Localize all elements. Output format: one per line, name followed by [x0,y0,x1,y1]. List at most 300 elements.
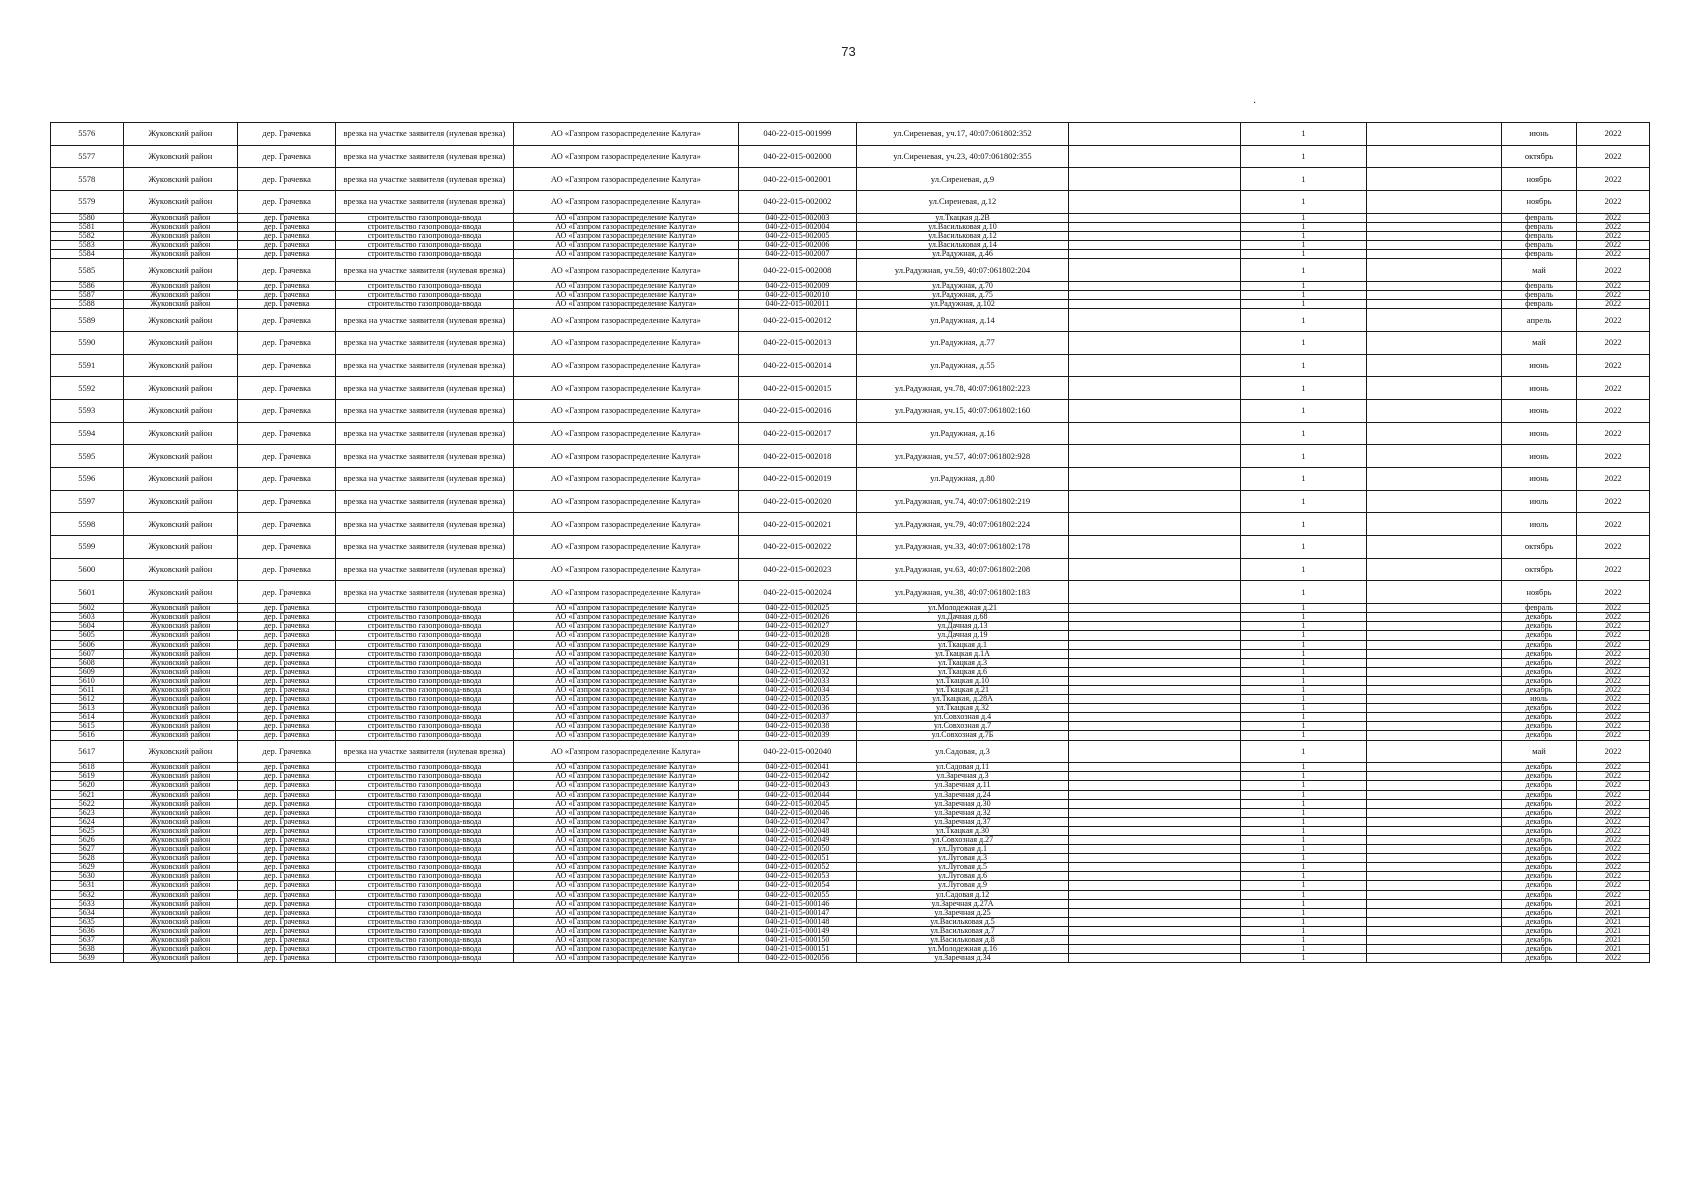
cell-year: 2022 [1577,740,1650,763]
cell-organization: АО «Газпром газораспределение Калуга» [513,250,738,259]
cell-quantity: 1 [1240,731,1366,740]
cell-row-number: 5578 [51,168,124,191]
cell-settlement: дер. Грачевка [238,649,336,658]
cell-organization: АО «Газпром газораспределение Калуга» [513,945,738,954]
cell-district: Жуковский район [123,817,238,826]
cell-work-type: строительство газопровода-ввода [336,300,514,309]
cell-row-number: 5588 [51,300,124,309]
cell-row-number: 5637 [51,936,124,945]
cell-month: декабрь [1501,926,1577,935]
cell-district: Жуковский район [123,926,238,935]
cell-organization: АО «Газпром газораспределение Калуга» [513,622,738,631]
table-row [51,631,1650,640]
cell-district: Жуковский район [123,168,238,191]
cell-address: ул.Луговая д.1 [856,845,1068,854]
cell-month: декабрь [1501,667,1577,676]
cell-district: Жуковский район [123,695,238,704]
cell-address: ул.Молодежная д.16 [856,945,1068,954]
cell-application-number: 040-22-015-002036 [738,704,856,713]
cell-row-number: 5622 [51,799,124,808]
cell-empty-col-8 [1069,300,1240,309]
table-row [51,222,1650,231]
table-row [51,422,1650,445]
cell-row-number: 5615 [51,722,124,731]
cell-settlement: дер. Грачевка [238,826,336,835]
cell-work-type: строительство газопровода-ввода [336,291,514,300]
cell-quantity: 1 [1240,881,1366,890]
cell-empty-col-10 [1366,422,1501,445]
cell-month: июнь [1501,354,1577,377]
table-row [51,513,1650,536]
table-row [51,863,1650,872]
cell-empty-col-10 [1366,731,1501,740]
table-row [51,899,1650,908]
cell-address: ул.Луговая д.9 [856,881,1068,890]
cell-address: ул.Заречная д.34 [856,954,1068,963]
cell-month: февраль [1501,291,1577,300]
cell-settlement: дер. Грачевка [238,631,336,640]
cell-application-number: 040-22-015-002021 [738,513,856,536]
cell-address: ул.Радужная, уч.74, 40:07:061802:219 [856,490,1068,513]
cell-quantity: 1 [1240,354,1366,377]
cell-month: декабрь [1501,872,1577,881]
cell-row-number: 5635 [51,917,124,926]
cell-empty-col-10 [1366,763,1501,772]
cell-empty-col-10 [1366,917,1501,926]
cell-year: 2022 [1577,890,1650,899]
cell-empty-col-8 [1069,513,1240,536]
cell-settlement: дер. Грачевка [238,936,336,945]
cell-month: июнь [1501,422,1577,445]
cell-empty-col-10 [1366,685,1501,694]
cell-settlement: дер. Грачевка [238,695,336,704]
cell-application-number: 040-22-015-002024 [738,581,856,604]
cell-month: ноябрь [1501,168,1577,191]
cell-year: 2022 [1577,581,1650,604]
cell-quantity: 1 [1240,468,1366,491]
cell-work-type: врезка на участке заявителя (нулевая врезка) [336,581,514,604]
cell-address: ул.Заречная д.37 [856,817,1068,826]
cell-empty-col-10 [1366,123,1501,146]
cell-month: декабрь [1501,799,1577,808]
cell-row-number: 5605 [51,631,124,640]
cell-settlement: дер. Грачевка [238,763,336,772]
cell-application-number: 040-22-015-002005 [738,231,856,240]
table-row [51,658,1650,667]
cell-work-type: строительство газопровода-ввода [336,713,514,722]
cell-year: 2022 [1577,763,1650,772]
cell-address: ул.Радужная, д.14 [856,309,1068,332]
cell-empty-col-8 [1069,676,1240,685]
cell-empty-col-10 [1366,513,1501,536]
cell-month: декабрь [1501,631,1577,640]
cell-organization: АО «Газпром газораспределение Калуга» [513,890,738,899]
cell-address: ул.Радужная, уч.15, 40:07:061802:160 [856,399,1068,422]
cell-row-number: 5604 [51,622,124,631]
cell-work-type: врезка на участке заявителя (нулевая врезка) [336,354,514,377]
cell-empty-col-10 [1366,468,1501,491]
cell-settlement: дер. Грачевка [238,291,336,300]
cell-address: ул.Васильковая д.14 [856,241,1068,250]
table-row [51,300,1650,309]
cell-settlement: дер. Грачевка [238,331,336,354]
table-row [51,845,1650,854]
cell-month: декабрь [1501,854,1577,863]
cell-organization: АО «Газпром газораспределение Калуга» [513,281,738,290]
cell-work-type: строительство газопровода-ввода [336,835,514,844]
cell-quantity: 1 [1240,581,1366,604]
cell-application-number: 040-22-015-002012 [738,309,856,332]
cell-application-number: 040-22-015-002053 [738,872,856,881]
cell-empty-col-10 [1366,845,1501,854]
cell-application-number: 040-22-015-002011 [738,300,856,309]
cell-settlement: дер. Грачевка [238,954,336,963]
cell-address: ул.Ткацкая д.30 [856,826,1068,835]
cell-organization: АО «Газпром газораспределение Калуга» [513,917,738,926]
cell-row-number: 5579 [51,191,124,214]
cell-settlement: дер. Грачевка [238,123,336,146]
cell-address: ул.Радужная, уч.79, 40:07:061802:224 [856,513,1068,536]
cell-year: 2022 [1577,817,1650,826]
cell-application-number: 040-22-015-002008 [738,259,856,282]
cell-row-number: 5586 [51,281,124,290]
cell-settlement: дер. Грачевка [238,899,336,908]
cell-address: ул.Радужная, д.16 [856,422,1068,445]
cell-empty-col-8 [1069,817,1240,826]
cell-work-type: строительство газопровода-ввода [336,631,514,640]
cell-month: декабрь [1501,908,1577,917]
cell-settlement: дер. Грачевка [238,536,336,559]
cell-address: ул.Сиреневая, уч.23, 40:07:061802:355 [856,145,1068,168]
cell-address: ул.Ткацкая д.10 [856,676,1068,685]
cell-empty-col-8 [1069,490,1240,513]
cell-empty-col-8 [1069,581,1240,604]
cell-application-number: 040-22-015-002031 [738,658,856,667]
cell-year: 2021 [1577,917,1650,926]
cell-work-type: строительство газопровода-ввода [336,926,514,935]
cell-application-number: 040-22-015-002044 [738,790,856,799]
cell-year: 2022 [1577,713,1650,722]
cell-address: ул.Луговая д.5 [856,863,1068,872]
cell-settlement: дер. Грачевка [238,558,336,581]
cell-organization: АО «Газпром газораспределение Калуга» [513,899,738,908]
cell-district: Жуковский район [123,622,238,631]
cell-work-type: врезка на участке заявителя (нулевая врезка) [336,422,514,445]
cell-district: Жуковский район [123,731,238,740]
cell-settlement: дер. Грачевка [238,781,336,790]
cell-address: ул.Ткацкая д.1 [856,640,1068,649]
cell-work-type: врезка на участке заявителя (нулевая врезка) [336,259,514,282]
cell-row-number: 5638 [51,945,124,954]
cell-year: 2022 [1577,377,1650,400]
cell-year: 2022 [1577,231,1650,240]
cell-month: декабрь [1501,613,1577,622]
cell-year: 2021 [1577,936,1650,945]
cell-year: 2022 [1577,291,1650,300]
cell-row-number: 5590 [51,331,124,354]
cell-application-number: 040-22-015-002003 [738,213,856,222]
cell-empty-col-10 [1366,291,1501,300]
cell-work-type: строительство газопровода-ввода [336,808,514,817]
cell-application-number: 040-22-015-002045 [738,799,856,808]
cell-empty-col-8 [1069,558,1240,581]
table-row [51,926,1650,935]
cell-row-number: 5595 [51,445,124,468]
cell-work-type: строительство газопровода-ввода [336,826,514,835]
cell-empty-col-8 [1069,649,1240,658]
cell-address: ул.Ткацкая д.1А [856,649,1068,658]
cell-organization: АО «Газпром газораспределение Калуга» [513,713,738,722]
cell-year: 2022 [1577,604,1650,613]
cell-row-number: 5598 [51,513,124,536]
cell-quantity: 1 [1240,740,1366,763]
cell-organization: АО «Газпром газораспределение Калуга» [513,936,738,945]
cell-row-number: 5611 [51,685,124,694]
cell-district: Жуковский район [123,936,238,945]
cell-empty-col-10 [1366,191,1501,214]
cell-empty-col-8 [1069,772,1240,781]
cell-month: июнь [1501,123,1577,146]
table-row [51,854,1650,863]
cell-row-number: 5592 [51,377,124,400]
cell-quantity: 1 [1240,908,1366,917]
cell-month: декабрь [1501,763,1577,772]
cell-year: 2022 [1577,881,1650,890]
table-row [51,817,1650,826]
cell-address: ул.Ткацкая, д.28А [856,695,1068,704]
cell-month: февраль [1501,250,1577,259]
cell-district: Жуковский район [123,685,238,694]
cell-application-number: 040-22-015-002019 [738,468,856,491]
cell-district: Жуковский район [123,658,238,667]
cell-empty-col-8 [1069,936,1240,945]
cell-month: февраль [1501,604,1577,613]
cell-application-number: 040-22-015-002040 [738,740,856,763]
cell-month: ноябрь [1501,581,1577,604]
cell-empty-col-10 [1366,781,1501,790]
cell-district: Жуковский район [123,558,238,581]
cell-quantity: 1 [1240,695,1366,704]
cell-settlement: дер. Грачевка [238,445,336,468]
cell-empty-col-8 [1069,731,1240,740]
cell-organization: АО «Газпром газораспределение Калуга» [513,781,738,790]
cell-year: 2022 [1577,826,1650,835]
cell-address: ул.Молодежная д.21 [856,604,1068,613]
cell-settlement: дер. Грачевка [238,872,336,881]
cell-empty-col-10 [1366,817,1501,826]
cell-empty-col-8 [1069,713,1240,722]
cell-quantity: 1 [1240,917,1366,926]
table-row [51,676,1650,685]
table-row [51,872,1650,881]
cell-address: ул.Заречная д.11 [856,781,1068,790]
cell-work-type: строительство газопровода-ввода [336,899,514,908]
cell-application-number: 040-22-015-002006 [738,241,856,250]
cell-address: ул.Радужная, д.55 [856,354,1068,377]
table-row [51,908,1650,917]
cell-quantity: 1 [1240,309,1366,332]
cell-empty-col-8 [1069,890,1240,899]
cell-work-type: врезка на участке заявителя (нулевая врезка) [336,740,514,763]
cell-empty-col-10 [1366,604,1501,613]
cell-district: Жуковский район [123,908,238,917]
cell-empty-col-10 [1366,713,1501,722]
cell-month: май [1501,740,1577,763]
cell-row-number: 5609 [51,667,124,676]
cell-address: ул.Васильковая д.5 [856,917,1068,926]
cell-district: Жуковский район [123,945,238,954]
cell-empty-col-10 [1366,704,1501,713]
cell-address: ул.Сиреневая, уч.17, 40:07:061802:352 [856,123,1068,146]
cell-organization: АО «Газпром газораспределение Калуга» [513,763,738,772]
cell-empty-col-10 [1366,213,1501,222]
cell-month: апрель [1501,309,1577,332]
cell-settlement: дер. Грачевка [238,926,336,935]
cell-application-number: 040-22-015-002041 [738,763,856,772]
cell-month: декабрь [1501,649,1577,658]
cell-row-number: 5576 [51,123,124,146]
cell-settlement: дер. Грачевка [238,740,336,763]
cell-settlement: дер. Грачевка [238,917,336,926]
cell-settlement: дер. Грачевка [238,468,336,491]
cell-application-number: 040-21-015-000146 [738,899,856,908]
cell-year: 2022 [1577,704,1650,713]
cell-empty-col-8 [1069,799,1240,808]
table-row [51,835,1650,844]
cell-quantity: 1 [1240,250,1366,259]
cell-application-number: 040-22-015-002038 [738,722,856,731]
cell-row-number: 5593 [51,399,124,422]
cell-work-type: врезка на участке заявителя (нулевая врезка) [336,558,514,581]
cell-empty-col-10 [1366,881,1501,890]
cell-district: Жуковский район [123,863,238,872]
cell-empty-col-10 [1366,667,1501,676]
cell-address: ул.Радужная, д.46 [856,250,1068,259]
cell-year: 2022 [1577,168,1650,191]
cell-empty-col-8 [1069,259,1240,282]
cell-month: октябрь [1501,558,1577,581]
table-body [51,123,1650,963]
cell-year: 2022 [1577,241,1650,250]
cell-work-type: строительство газопровода-ввода [336,231,514,240]
cell-empty-col-8 [1069,168,1240,191]
cell-quantity: 1 [1240,722,1366,731]
cell-district: Жуковский район [123,713,238,722]
cell-row-number: 5631 [51,881,124,890]
cell-month: декабрь [1501,954,1577,963]
cell-row-number: 5626 [51,835,124,844]
cell-month: февраль [1501,231,1577,240]
cell-quantity: 1 [1240,704,1366,713]
cell-address: ул.Радужная, д.75 [856,291,1068,300]
table-row [51,826,1650,835]
cell-application-number: 040-22-015-002039 [738,731,856,740]
cell-work-type: врезка на участке заявителя (нулевая врезка) [336,445,514,468]
cell-empty-col-10 [1366,649,1501,658]
cell-row-number: 5602 [51,604,124,613]
cell-organization: АО «Газпром газораспределение Калуга» [513,854,738,863]
cell-settlement: дер. Грачевка [238,213,336,222]
cell-application-number: 040-22-015-002028 [738,631,856,640]
cell-row-number: 5610 [51,676,124,685]
cell-work-type: строительство газопровода-ввода [336,817,514,826]
table-row [51,213,1650,222]
table-row [51,490,1650,513]
cell-work-type: врезка на участке заявителя (нулевая врезка) [336,468,514,491]
cell-year: 2022 [1577,145,1650,168]
cell-address: ул.Садовая д.11 [856,763,1068,772]
cell-work-type: врезка на участке заявителя (нулевая врезка) [336,331,514,354]
cell-empty-col-10 [1366,300,1501,309]
table-row [51,695,1650,704]
cell-settlement: дер. Грачевка [238,640,336,649]
cell-application-number: 040-22-015-002055 [738,890,856,899]
cell-year: 2021 [1577,945,1650,954]
cell-work-type: строительство газопровода-ввода [336,604,514,613]
cell-address: ул.Садовая, д.3 [856,740,1068,763]
table-row [51,250,1650,259]
cell-month: декабрь [1501,826,1577,835]
cell-row-number: 5628 [51,854,124,863]
cell-empty-col-10 [1366,250,1501,259]
cell-row-number: 5634 [51,908,124,917]
cell-settlement: дер. Грачевка [238,222,336,231]
cell-settlement: дер. Грачевка [238,667,336,676]
cell-work-type: строительство газопровода-ввода [336,763,514,772]
cell-row-number: 5627 [51,845,124,854]
cell-work-type: строительство газопровода-ввода [336,917,514,926]
cell-quantity: 1 [1240,685,1366,694]
cell-quantity: 1 [1240,231,1366,240]
cell-settlement: дер. Грачевка [238,881,336,890]
cell-quantity: 1 [1240,772,1366,781]
cell-settlement: дер. Грачевка [238,300,336,309]
cell-district: Жуковский район [123,854,238,863]
cell-application-number: 040-22-015-002007 [738,250,856,259]
cell-organization: АО «Газпром газораспределение Калуга» [513,241,738,250]
cell-month: июль [1501,513,1577,536]
cell-settlement: дер. Грачевка [238,731,336,740]
cell-month: декабрь [1501,881,1577,890]
cell-month: июнь [1501,445,1577,468]
cell-year: 2022 [1577,613,1650,622]
cell-work-type: строительство газопровода-ввода [336,854,514,863]
cell-district: Жуковский район [123,604,238,613]
cell-year: 2022 [1577,854,1650,863]
cell-organization: АО «Газпром газораспределение Калуга» [513,513,738,536]
table-row [51,731,1650,740]
cell-settlement: дер. Грачевка [238,808,336,817]
cell-row-number: 5596 [51,468,124,491]
cell-organization: АО «Газпром газораспределение Калуга» [513,145,738,168]
cell-district: Жуковский район [123,213,238,222]
cell-empty-col-8 [1069,763,1240,772]
cell-year: 2022 [1577,631,1650,640]
cell-empty-col-10 [1366,445,1501,468]
cell-work-type: врезка на участке заявителя (нулевая врезка) [336,145,514,168]
cell-row-number: 5636 [51,926,124,935]
cell-application-number: 040-21-015-000148 [738,917,856,926]
cell-application-number: 040-22-015-002025 [738,604,856,613]
cell-organization: АО «Газпром газораспределение Калуга» [513,658,738,667]
cell-address: ул.Совхозная д.7 [856,722,1068,731]
cell-month: декабрь [1501,845,1577,854]
cell-quantity: 1 [1240,954,1366,963]
cell-quantity: 1 [1240,222,1366,231]
cell-work-type: строительство газопровода-ввода [336,772,514,781]
table-row [51,936,1650,945]
cell-empty-col-10 [1366,658,1501,667]
